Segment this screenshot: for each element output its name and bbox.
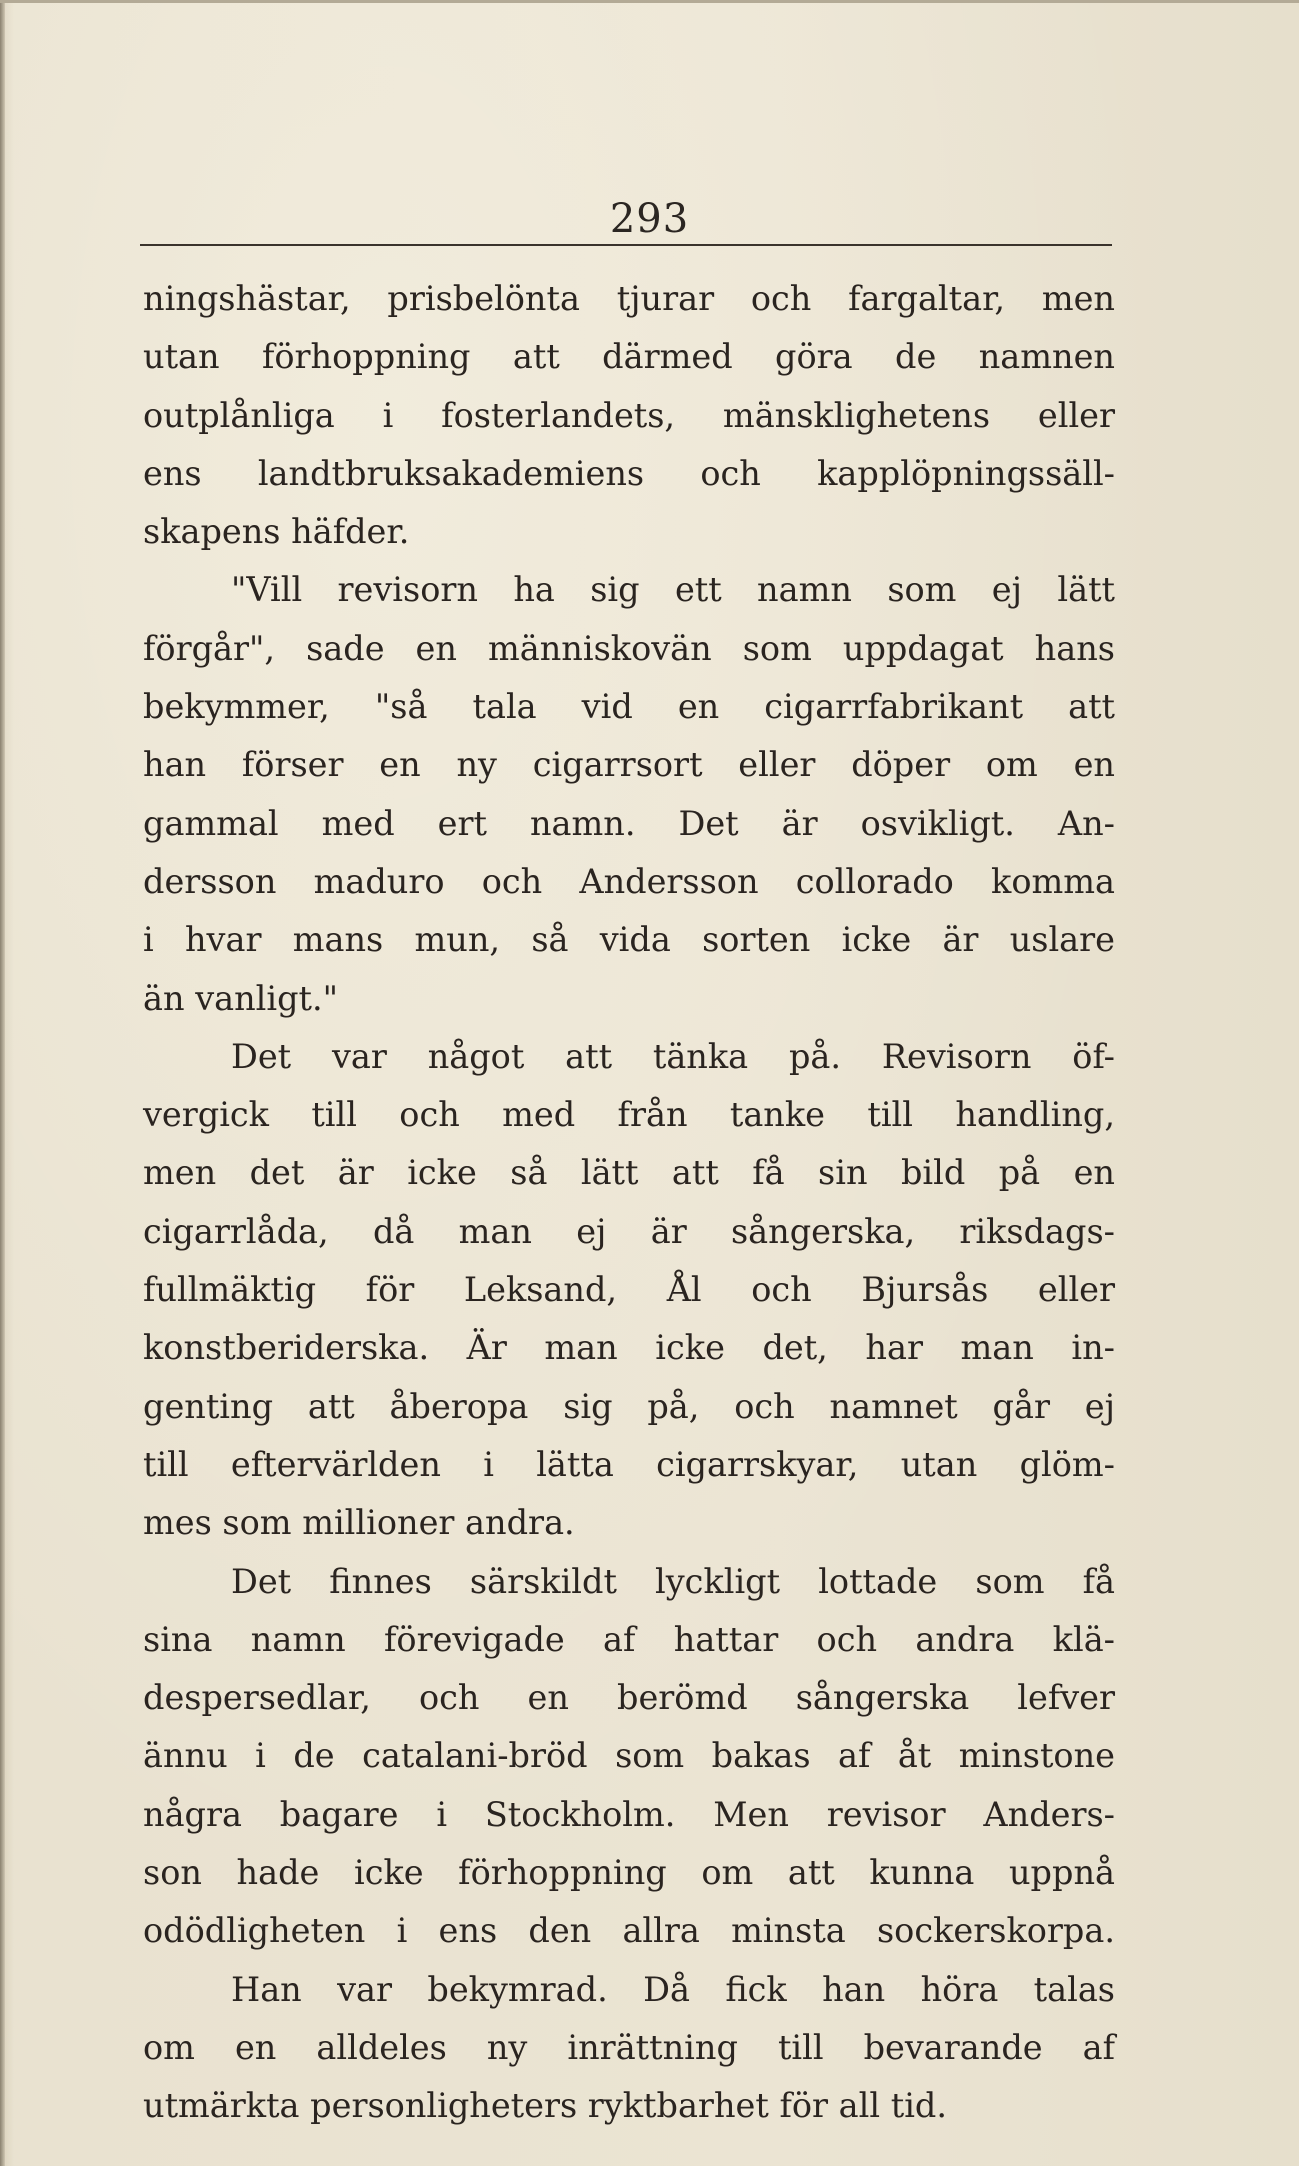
text-line: ningshästar, prisbelönta tjurar och fargaltar, men: [143, 279, 1115, 318]
text-line: fullmäktig för Leksand, Ål och Bjursås eller: [143, 1270, 1115, 1310]
text-line: om en alldeles ny inrättning till bevarande af: [143, 2027, 1115, 2067]
text-line: till eftervärlden i lätta cigarrskyar, utan glöm-: [143, 1444, 1115, 1484]
text-line: konstberiderska. Är man icke det, har man in-: [143, 1328, 1115, 1368]
text-line: skapens häfder.: [143, 512, 410, 552]
text-line: utan förhoppning att därmed göra de namnen: [143, 337, 1115, 377]
text-line: än vanligt.": [143, 978, 339, 1018]
text-line: gammal med ert namn. Det är osvikligt. An-: [143, 803, 1115, 843]
page-number: 293: [609, 196, 690, 242]
text-line: ens landtbruksakademiens och kapplöpningssäll-: [143, 453, 1115, 493]
text-line: sina namn förevigade af hattar och andra klä-: [143, 1619, 1115, 1659]
text-line: utmärkta personligheters ryktbarhet för all tid.: [143, 2086, 947, 2126]
text-line: men det är icke så lätt att få sin bild på en: [143, 1153, 1115, 1193]
text-line: cigarrlåda, då man ej är sångerska, riksdags-: [143, 1211, 1115, 1251]
text-line: despersedlar, och en berömd sångerska lefver: [143, 1678, 1115, 1718]
text-line: mes som millioner andra.: [143, 1503, 575, 1543]
body-text: [143, 270, 1115, 2136]
text-line: dersson maduro och Andersson collorado komma: [143, 861, 1115, 901]
text-line: Det var något att tänka på. Revisorn öf-: [231, 1036, 1115, 1076]
text-line: förgår", sade en människovän som uppdagat hans: [143, 628, 1115, 668]
text-line: son hade icke förhoppning om att kunna uppnå: [143, 1853, 1115, 1893]
text-line: Det finnes särskildt lyckligt lottade som få: [231, 1561, 1115, 1601]
text-line: genting att åberopa sig på, och namnet går ej: [143, 1386, 1115, 1426]
text-line: "Vill revisorn ha sig ett namn som ej lätt: [231, 570, 1115, 610]
text-line: han förser en ny cigarrsort eller döper om en: [143, 745, 1115, 785]
text-line: outplånliga i fosterlandets, mänsklighetens eller: [143, 395, 1115, 435]
page-top-edge: [0, 0, 1299, 3]
text-line: ännu i de catalani-bröd som bakas af åt minstone: [143, 1736, 1115, 1776]
text-line: några bagare i Stockholm. Men revisor Anders-: [143, 1794, 1115, 1834]
text-line: vergick till och med från tanke till handling,: [143, 1095, 1115, 1135]
text-line: i hvar mans mun, så vida sorten icke är uslare: [143, 920, 1115, 960]
page-left-edge: [0, 0, 5, 2166]
header-rule: [140, 244, 1112, 246]
text-line: Han var bekymrad. Då fick han höra talas: [231, 1969, 1115, 2009]
text-line: bekymmer, "så tala vid en cigarrfabrikant att: [143, 687, 1115, 727]
text-line: odödligheten i ens den allra minsta sockerskorpa.: [143, 1911, 1115, 1951]
